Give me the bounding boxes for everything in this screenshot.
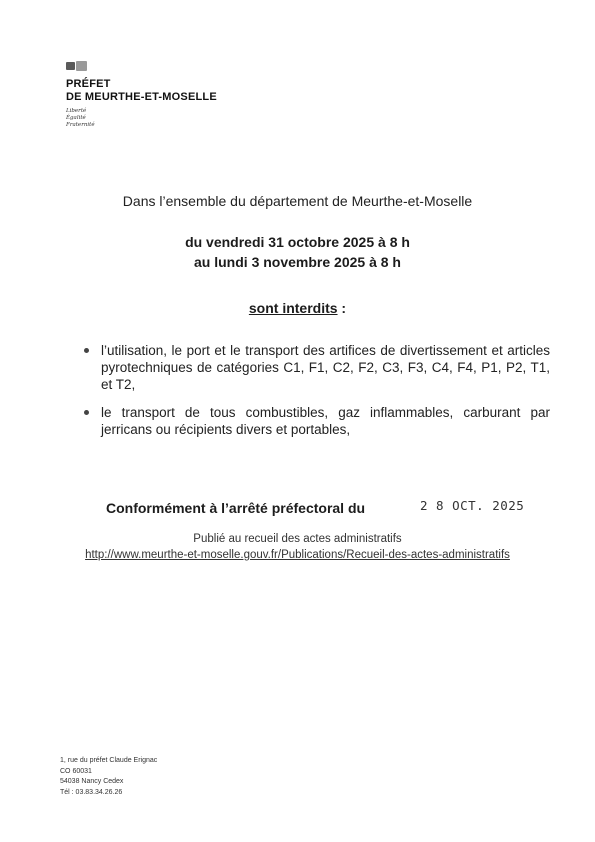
republic-motto <box>66 108 217 129</box>
prohibition-list <box>80 342 550 449</box>
scope-line: Dans l’ensemble du département de Meurthe-et-Moselle <box>122 193 473 209</box>
list-item <box>80 404 550 438</box>
motto-line: Fraternité <box>66 122 95 128</box>
date-from: du vendredi 31 octobre 2025 à 8 h <box>185 234 410 250</box>
date-stamp: 2 8 OCT. 2025 <box>420 498 525 513</box>
motto-line: Liberté <box>66 108 87 114</box>
marianne-emblem-icon <box>66 60 88 72</box>
logo-title-line2: DE MEURTHE-ET-MOSELLE <box>66 91 217 103</box>
prefecture-logo <box>66 60 217 129</box>
heading-text: sont interdits <box>248 300 338 316</box>
footer-address <box>60 756 157 798</box>
list-item-text: le transport de tous combustibles, gaz inflammables, carburant par jerricans ou récipients divers et portables, <box>101 405 550 437</box>
bullet-icon <box>84 348 89 353</box>
conformity-line: Conformément à l’arrêté préfectoral du <box>106 500 366 516</box>
publication-note: Publié au recueil des actes administratifs <box>193 533 402 545</box>
bullet-icon <box>84 410 89 415</box>
prohibition-heading <box>0 300 595 316</box>
date-to: au lundi 3 novembre 2025 à 8 h <box>194 254 401 270</box>
address-line: 54038 Nancy Cedex <box>60 778 124 785</box>
address-line: Tél : 03.83.34.26.26 <box>60 788 123 796</box>
address-line: 1, rue du préfet Claude Erignac <box>60 757 158 764</box>
motto-line: Égalité <box>66 115 86 121</box>
logo-title-line1: PRÉFET <box>66 78 111 90</box>
list-item-text: l’utilisation, le port et le transport des artifices de divertissement et articles pyrotechniques de catégories C1, F1, C2, F2, C3, F3, C4, F4, P1, P2, T1, et T2, <box>101 343 550 392</box>
date-range <box>0 232 595 272</box>
list-item <box>80 342 550 393</box>
address-line: CO 60031 <box>60 767 92 775</box>
publication-link[interactable]: http://www.meurthe-et-moselle.gouv.fr/Publications/Recueil-des-actes-administratifs <box>85 549 510 561</box>
heading-colon: : <box>337 300 347 316</box>
